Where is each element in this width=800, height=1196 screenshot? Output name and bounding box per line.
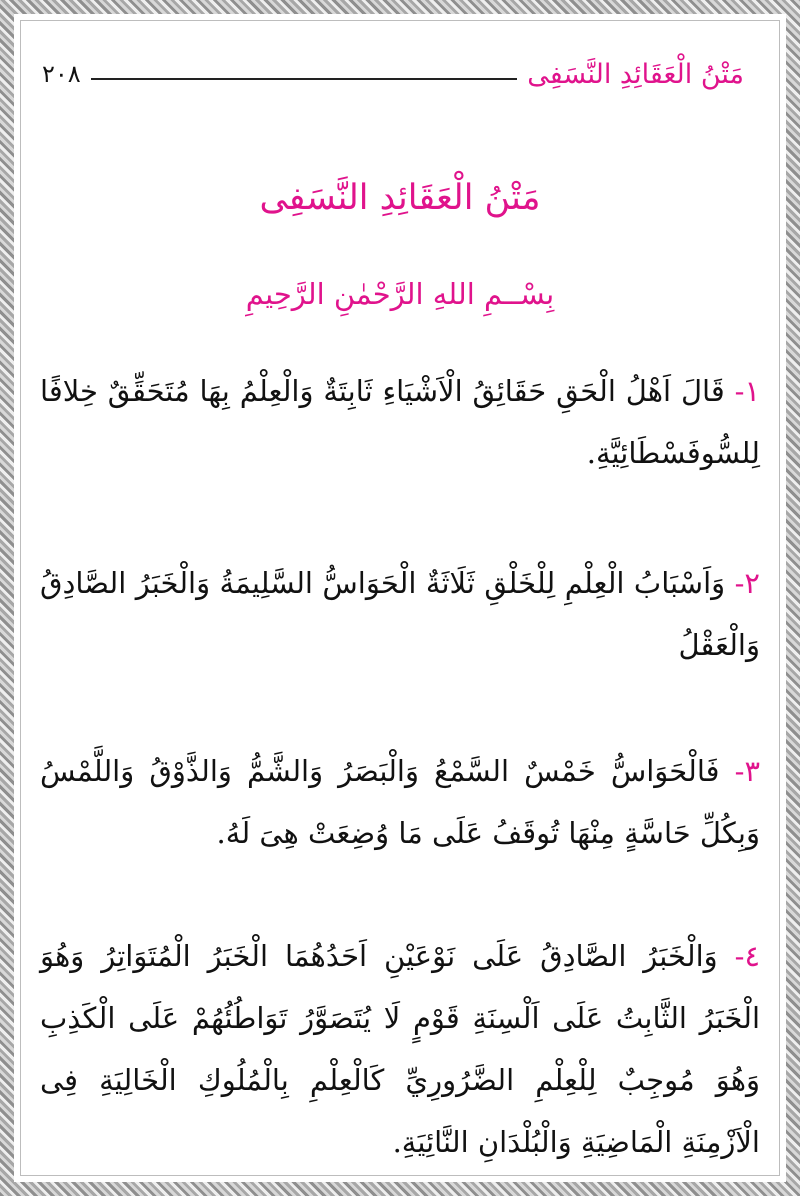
header-rule <box>91 78 518 80</box>
paragraph-number: ٤- <box>734 939 761 973</box>
paragraph-text: قَالَ اَهْلُ الْحَقِ حَقَائِقُ الْاَشْيَاءِ ثَابِتَةٌ وَالْعِلْمُ بِهَا مُتَحَقِّقٌ خِلافًا لِلسُّوفَسْطَائِيَّةِ. <box>40 374 760 470</box>
paragraph-text: فَالْحَوَاسُّ خَمْسٌ السَّمْعُ وَالْبَصَرُ وَالشَّمُّ وَالذَّوْقُ وَاللَّمْسُ وَبِكُلِّ حَاسَّةٍ مِنْهَا تُوقَفُ عَلَى مَا وُضِعَتْ هِىَ لَهُ. <box>40 754 760 850</box>
paragraph-1 <box>40 360 760 484</box>
running-title: مَتْنُ الْعَقَائِدِ النَّسَفِى <box>527 58 744 90</box>
page-title: مَتْنُ الْعَقَائِدِ النَّسَفِى <box>259 178 541 218</box>
paragraph-number: ١- <box>734 374 761 408</box>
paragraph-text: وَالْخَبَرُ الصَّادِقُ عَلَى نَوْعَيْنِ اَحَدُهُمَا الْخَبَرُ الْمُتَوَاتِرُ وَهُوَ الْخَبَرُ الثَّابِتُ عَلَى اَلْسِنَةِ قَوْمٍ لَا يُتَصَوَّرُ تَوَاطُئُهُمْ عَلَى الْكَذِبِ وَهُوَ مُوجِبٌ لِلْعِلْمِ الضَّرُورِيِّ كَالْعِلْمِ بِالْمُلُوكِ الْخَالِيَةِ فِى الْاَزْمِنَةِ الْمَاضِيَةِ وَالْبُلْدَانِ النَّائِيَةِ. <box>40 939 760 1159</box>
page-number: ٢٠٨ <box>42 60 81 88</box>
paragraph-2 <box>40 552 760 676</box>
paragraph-3 <box>40 740 760 864</box>
basmala: بِسْــمِ اللهِ الرَّحْمٰنِ الرَّحِيمِ <box>245 277 555 311</box>
paragraph-number: ٣- <box>734 754 761 788</box>
paragraph-4 <box>40 925 760 1173</box>
paragraph-number: ٢- <box>734 566 760 600</box>
page-header <box>42 52 744 96</box>
paragraph-text: وَاَسْبَابُ الْعِلْمِ لِلْخَلْقِ ثَلَاثَةٌ الْحَوَاسُّ السَّلِيمَةُ وَالْخَبَرُ الصَّادِقُ وَالْعَقْلُ <box>40 566 760 662</box>
